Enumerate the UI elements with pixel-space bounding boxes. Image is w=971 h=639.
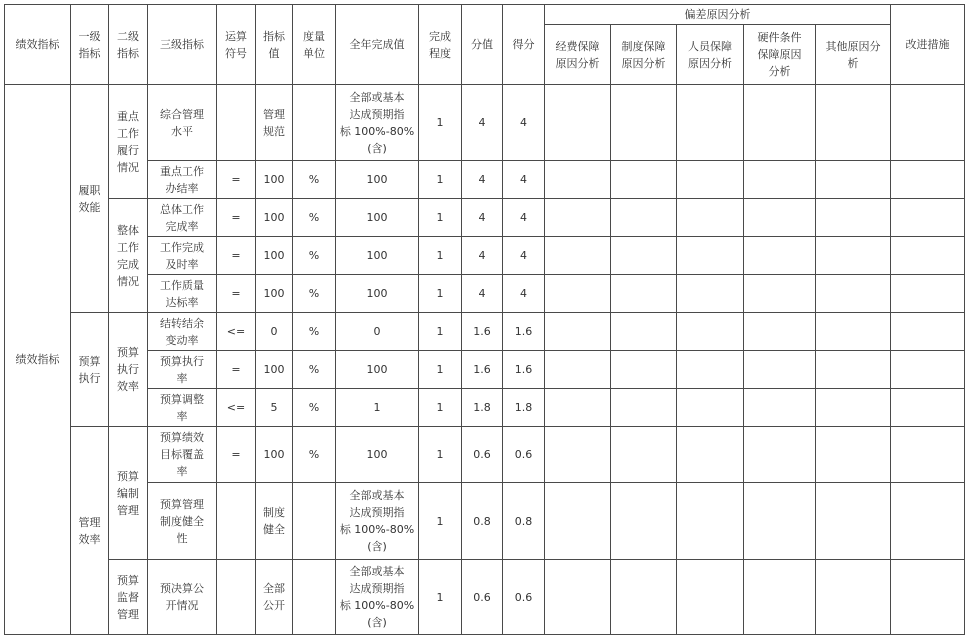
indicator-name-cell: 工作质量 达标率 — [148, 275, 217, 313]
empty-cell — [677, 427, 744, 483]
empty-cell — [816, 237, 891, 275]
target-value-cell: 100 — [256, 237, 293, 275]
annual-value-cell: 100 — [336, 351, 419, 389]
operator-cell: = — [217, 351, 256, 389]
table-row — [5, 237, 965, 275]
header-unit: 度量 单位 — [293, 5, 336, 85]
indicator-name-cell: 重点工作 办结率 — [148, 161, 217, 199]
performance-table — [4, 4, 965, 635]
operator-cell: = — [217, 275, 256, 313]
target-value-cell: 0 — [256, 313, 293, 351]
operator-cell: = — [217, 237, 256, 275]
table-row — [5, 427, 965, 483]
empty-cell — [891, 85, 965, 161]
empty-cell — [677, 389, 744, 427]
score-cell: 4 — [503, 199, 545, 237]
unit-cell — [293, 85, 336, 161]
weight-cell: 0.6 — [462, 427, 503, 483]
score-cell: 0.8 — [503, 483, 545, 560]
annual-value-cell: 全部或基本 达成预期指 标 100%-80% (含) — [336, 483, 419, 560]
empty-cell — [744, 483, 816, 560]
unit-cell — [293, 560, 336, 635]
empty-cell — [891, 389, 965, 427]
group-level1-management: 管理 效率 — [71, 427, 109, 635]
completion-degree-cell: 1 — [419, 275, 462, 313]
empty-cell — [611, 427, 677, 483]
indicator-name-cell: 综合管理 水平 — [148, 85, 217, 161]
target-value-cell: 5 — [256, 389, 293, 427]
weight-cell: 4 — [462, 85, 503, 161]
operator-cell — [217, 560, 256, 635]
group-level2-budget-planning: 预算 编制 管理 — [109, 427, 148, 560]
score-cell: 4 — [503, 237, 545, 275]
empty-cell — [891, 351, 965, 389]
score-cell: 4 — [503, 85, 545, 161]
empty-cell — [545, 560, 611, 635]
table-body — [5, 85, 965, 635]
empty-cell — [891, 199, 965, 237]
empty-cell — [677, 313, 744, 351]
header-hardware-analysis: 硬件条件 保障原因 分析 — [744, 25, 816, 85]
header-performance-indicator: 绩效指标 — [5, 5, 71, 85]
header-other-analysis: 其他原因分 析 — [816, 25, 891, 85]
empty-cell — [891, 161, 965, 199]
empty-cell — [611, 389, 677, 427]
score-cell: 4 — [503, 161, 545, 199]
empty-cell — [545, 161, 611, 199]
empty-cell — [611, 161, 677, 199]
target-value-cell: 100 — [256, 275, 293, 313]
table-row — [5, 161, 965, 199]
empty-cell — [744, 199, 816, 237]
empty-cell — [816, 389, 891, 427]
empty-cell — [816, 560, 891, 635]
unit-cell: % — [293, 313, 336, 351]
header-operator: 运算 符号 — [217, 5, 256, 85]
completion-degree-cell: 1 — [419, 427, 462, 483]
empty-cell — [744, 85, 816, 161]
table-row — [5, 560, 965, 635]
table-row — [5, 483, 965, 560]
completion-degree-cell: 1 — [419, 199, 462, 237]
empty-cell — [816, 351, 891, 389]
score-cell: 1.8 — [503, 389, 545, 427]
operator-cell: = — [217, 199, 256, 237]
empty-cell — [545, 199, 611, 237]
unit-cell: % — [293, 389, 336, 427]
unit-cell: % — [293, 427, 336, 483]
empty-cell — [891, 560, 965, 635]
weight-cell: 1.6 — [462, 313, 503, 351]
empty-cell — [545, 275, 611, 313]
empty-cell — [744, 313, 816, 351]
annual-value-cell: 100 — [336, 199, 419, 237]
indicator-name-cell: 预算调整 率 — [148, 389, 217, 427]
annual-value-cell: 100 — [336, 275, 419, 313]
target-value-cell: 管理 规范 — [256, 85, 293, 161]
annual-value-cell: 全部或基本 达成预期指 标 100%-80% (含) — [336, 560, 419, 635]
group-level1-duty: 履职 效能 — [71, 85, 109, 313]
empty-cell — [891, 483, 965, 560]
score-cell: 4 — [503, 275, 545, 313]
indicator-name-cell: 预算执行 率 — [148, 351, 217, 389]
empty-cell — [816, 161, 891, 199]
group-performance: 绩效指标 — [5, 85, 71, 635]
empty-cell — [891, 313, 965, 351]
score-cell: 1.6 — [503, 351, 545, 389]
weight-cell: 4 — [462, 161, 503, 199]
empty-cell — [816, 483, 891, 560]
empty-cell — [545, 313, 611, 351]
score-cell: 0.6 — [503, 427, 545, 483]
empty-cell — [545, 237, 611, 275]
operator-cell: <= — [217, 389, 256, 427]
empty-cell — [677, 85, 744, 161]
empty-cell — [744, 351, 816, 389]
empty-cell — [891, 237, 965, 275]
annual-value-cell: 100 — [336, 237, 419, 275]
empty-cell — [611, 351, 677, 389]
empty-cell — [611, 560, 677, 635]
unit-cell: % — [293, 161, 336, 199]
indicator-name-cell: 工作完成 及时率 — [148, 237, 217, 275]
weight-cell: 1.6 — [462, 351, 503, 389]
completion-degree-cell: 1 — [419, 389, 462, 427]
header-funding-analysis: 经费保障 原因分析 — [545, 25, 611, 85]
completion-degree-cell: 1 — [419, 85, 462, 161]
empty-cell — [677, 237, 744, 275]
empty-cell — [677, 199, 744, 237]
operator-cell: = — [217, 161, 256, 199]
header-level2: 二级 指标 — [109, 5, 148, 85]
weight-cell: 4 — [462, 237, 503, 275]
empty-cell — [744, 389, 816, 427]
group-level2-overall-work: 整体 工作 完成 情况 — [109, 199, 148, 313]
target-value-cell: 100 — [256, 351, 293, 389]
annual-value-cell: 全部或基本 达成预期指 标 100%-80% (含) — [336, 85, 419, 161]
target-value-cell: 100 — [256, 199, 293, 237]
target-value-cell: 100 — [256, 161, 293, 199]
empty-cell — [816, 85, 891, 161]
header-improvement: 改进措施 — [891, 5, 965, 85]
completion-degree-cell: 1 — [419, 483, 462, 560]
empty-cell — [611, 483, 677, 560]
header-annual-value: 全年完成值 — [336, 5, 419, 85]
empty-cell — [611, 237, 677, 275]
header-score: 得分 — [503, 5, 545, 85]
empty-cell — [677, 351, 744, 389]
empty-cell — [545, 427, 611, 483]
score-cell: 1.6 — [503, 313, 545, 351]
operator-cell: <= — [217, 313, 256, 351]
header-target-value: 指标 值 — [256, 5, 293, 85]
group-level1-budget: 预算 执行 — [71, 313, 109, 427]
empty-cell — [744, 237, 816, 275]
table-row — [5, 313, 965, 351]
empty-cell — [744, 161, 816, 199]
operator-cell — [217, 483, 256, 560]
completion-degree-cell: 1 — [419, 161, 462, 199]
header-completion-degree: 完成 程度 — [419, 5, 462, 85]
empty-cell — [744, 560, 816, 635]
header-system-analysis: 制度保障 原因分析 — [611, 25, 677, 85]
empty-cell — [545, 483, 611, 560]
header-row-1 — [5, 5, 965, 25]
header-weight: 分值 — [462, 5, 503, 85]
empty-cell — [744, 275, 816, 313]
completion-degree-cell: 1 — [419, 313, 462, 351]
weight-cell: 4 — [462, 275, 503, 313]
target-value-cell: 制度 健全 — [256, 483, 293, 560]
empty-cell — [677, 560, 744, 635]
score-cell: 0.6 — [503, 560, 545, 635]
indicator-name-cell: 预算绩效 目标覆盖 率 — [148, 427, 217, 483]
group-level2-budget-efficiency: 预算 执行 效率 — [109, 313, 148, 427]
table-row — [5, 351, 965, 389]
unit-cell: % — [293, 199, 336, 237]
annual-value-cell: 100 — [336, 161, 419, 199]
weight-cell: 1.8 — [462, 389, 503, 427]
operator-cell — [217, 85, 256, 161]
indicator-name-cell: 预决算公 开情况 — [148, 560, 217, 635]
completion-degree-cell: 1 — [419, 237, 462, 275]
unit-cell — [293, 483, 336, 560]
group-level2-key-work: 重点 工作 履行 情况 — [109, 85, 148, 199]
empty-cell — [816, 275, 891, 313]
target-value-cell: 100 — [256, 427, 293, 483]
header-staff-analysis: 人员保障 原因分析 — [677, 25, 744, 85]
weight-cell: 0.8 — [462, 483, 503, 560]
empty-cell — [545, 351, 611, 389]
unit-cell: % — [293, 237, 336, 275]
indicator-name-cell: 结转结余 变动率 — [148, 313, 217, 351]
table-row — [5, 199, 965, 237]
empty-cell — [611, 199, 677, 237]
empty-cell — [816, 427, 891, 483]
annual-value-cell: 0 — [336, 313, 419, 351]
weight-cell: 0.6 — [462, 560, 503, 635]
completion-degree-cell: 1 — [419, 351, 462, 389]
weight-cell: 4 — [462, 199, 503, 237]
unit-cell: % — [293, 275, 336, 313]
indicator-name-cell: 总体工作 完成率 — [148, 199, 217, 237]
table-row — [5, 85, 965, 161]
header-level3: 三级指标 — [148, 5, 217, 85]
indicator-name-cell: 预算管理 制度健全 性 — [148, 483, 217, 560]
group-level2-budget-supervision: 预算 监督 管理 — [109, 560, 148, 635]
target-value-cell: 全部 公开 — [256, 560, 293, 635]
empty-cell — [611, 313, 677, 351]
header-deviation-analysis: 偏差原因分析 — [545, 5, 891, 25]
empty-cell — [677, 483, 744, 560]
table-row — [5, 389, 965, 427]
empty-cell — [677, 161, 744, 199]
empty-cell — [611, 275, 677, 313]
empty-cell — [611, 85, 677, 161]
empty-cell — [816, 199, 891, 237]
empty-cell — [545, 85, 611, 161]
unit-cell: % — [293, 351, 336, 389]
empty-cell — [677, 275, 744, 313]
empty-cell — [744, 427, 816, 483]
empty-cell — [545, 389, 611, 427]
annual-value-cell: 100 — [336, 427, 419, 483]
annual-value-cell: 1 — [336, 389, 419, 427]
table-row — [5, 275, 965, 313]
empty-cell — [891, 427, 965, 483]
completion-degree-cell: 1 — [419, 560, 462, 635]
header-level1: 一级 指标 — [71, 5, 109, 85]
empty-cell — [816, 313, 891, 351]
operator-cell: = — [217, 427, 256, 483]
empty-cell — [891, 275, 965, 313]
